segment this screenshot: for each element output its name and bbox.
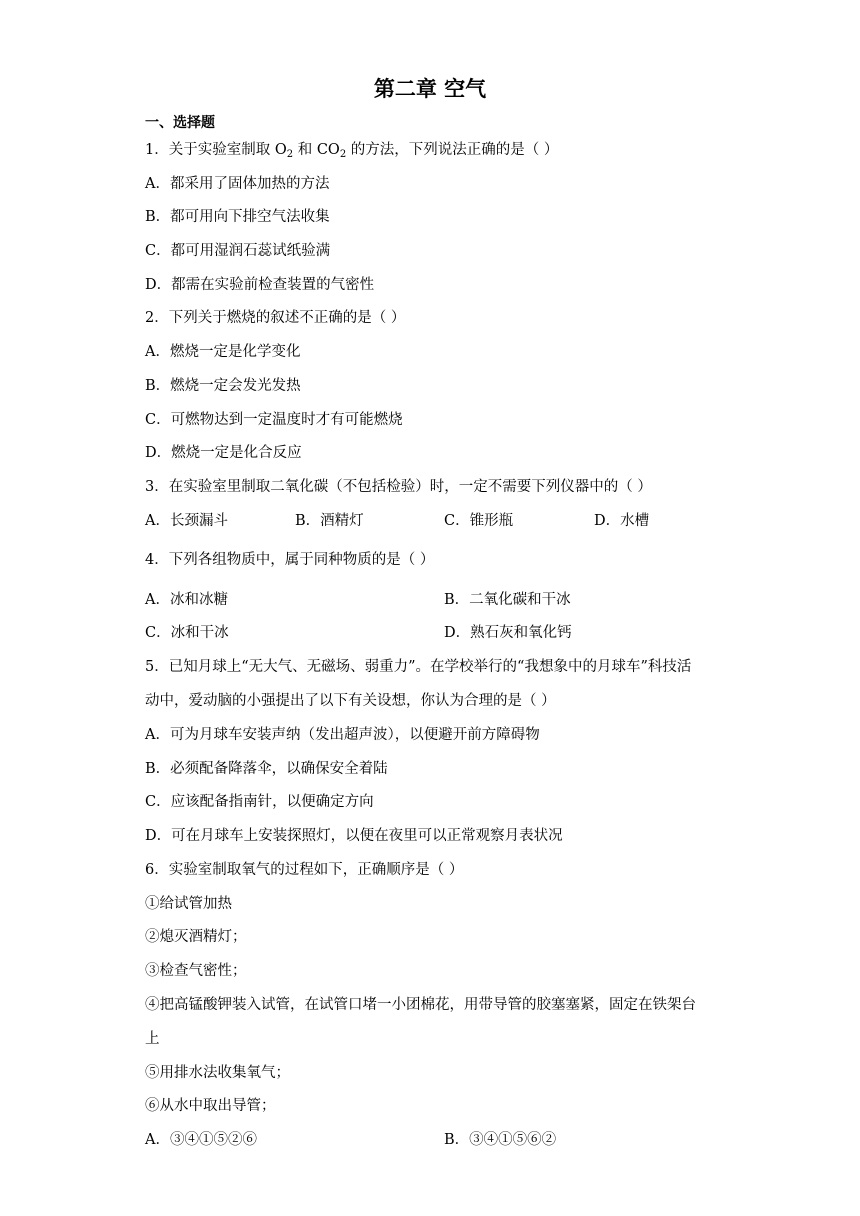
question-5-option-c: C．应该配备指南针，以便确定方向	[145, 794, 374, 810]
question-2-option-c: C．可燃物达到一定温度时才有可能燃烧	[145, 412, 403, 428]
question-4-option-b: B．二氧化碳和干冰	[444, 592, 571, 608]
question-2-stem: 2．下列关于燃烧的叙述不正确的是（ ）	[145, 310, 406, 326]
question-3-stem: 3．在实验室里制取二氧化碳（不包括检验）时，一定不需要下列仪器中的（ ）	[145, 479, 652, 495]
question-3-option-a: A．长颈漏斗	[145, 513, 228, 529]
question-2-option-b: B．燃烧一定会发光发热	[145, 378, 301, 394]
question-4-option-c: C．冰和干冰	[145, 625, 229, 641]
question-5-option-d: D．可在月球车上安装探照灯，以便在夜里可以正常观察月表状况	[145, 828, 563, 844]
question-6-step-4: ④把高锰酸钾装入试管，在试管口堵一小团棉花，用带导管的胶塞塞紧，固定在铁架台	[145, 997, 696, 1013]
question-1-option-c: C．都可用湿润石蕊试纸验满	[145, 243, 331, 259]
question-6-step-3: ③检查气密性；	[145, 963, 247, 979]
question-1-stem: 1．关于实验室制取 $O_2$ 和 $CO_2$ 的方法，下列说法正确的是（ ）	[145, 142, 559, 160]
question-4-stem: 4．下列各组物质中，属于同种物质的是（ ）	[145, 552, 435, 568]
question-1-option-a: A．都采用了固体加热的方法	[145, 176, 330, 192]
question-5-option-a: A．可为月球车安装声纳（发出超声波），以便避开前方障碍物	[145, 727, 540, 743]
question-6-step-5: ⑤用排水法收集氧气；	[145, 1065, 290, 1081]
question-6-step-4-continued: 上	[145, 1031, 160, 1047]
question-4-option-d: D．熟石灰和氧化钙	[444, 625, 572, 641]
question-6-option-b: B．③④①⑤⑥②	[444, 1132, 557, 1148]
question-3-option-b: B．酒精灯	[295, 513, 364, 529]
question-2-option-a: A．燃烧一定是化学变化	[145, 344, 301, 360]
question-6-step-2: ②熄灭酒精灯；	[145, 929, 247, 945]
question-4-option-a: A．冰和冰糖	[145, 592, 228, 608]
question-2-option-d: D．燃烧一定是化合反应	[145, 445, 302, 461]
question-6-option-a: A．③④①⑤②⑥	[145, 1132, 257, 1148]
question-1-option-b: B．都可用向下排空气法收集	[145, 209, 330, 225]
question-3-option-c: C．锥形瓶	[444, 513, 514, 529]
question-3-option-d: D．水槽	[594, 513, 650, 529]
question-6-step-1: ①给试管加热	[145, 896, 232, 912]
question-5-stem-line-1: 5．已知月球上“无大气、无磁场、弱重力”。在学校举行的“我想象中的月球车”科技活	[145, 659, 692, 675]
question-1-option-d: D．都需在实验前检查装置的气密性	[145, 277, 375, 293]
question-5-option-b: B．必须配备降落伞，以确保安全着陆	[145, 761, 388, 777]
section-heading: 一、选择题	[145, 115, 215, 131]
question-6-step-6: ⑥从水中取出导管；	[145, 1098, 276, 1114]
page-title: 第二章 空气	[373, 77, 487, 101]
question-5-stem-line-2: 动中，爱动脑的小强提出了以下有关设想，你认为合理的是（ ）	[145, 693, 556, 709]
question-6-stem: 6．实验室制取氧气的过程如下，正确顺序是（ ）	[145, 862, 464, 878]
